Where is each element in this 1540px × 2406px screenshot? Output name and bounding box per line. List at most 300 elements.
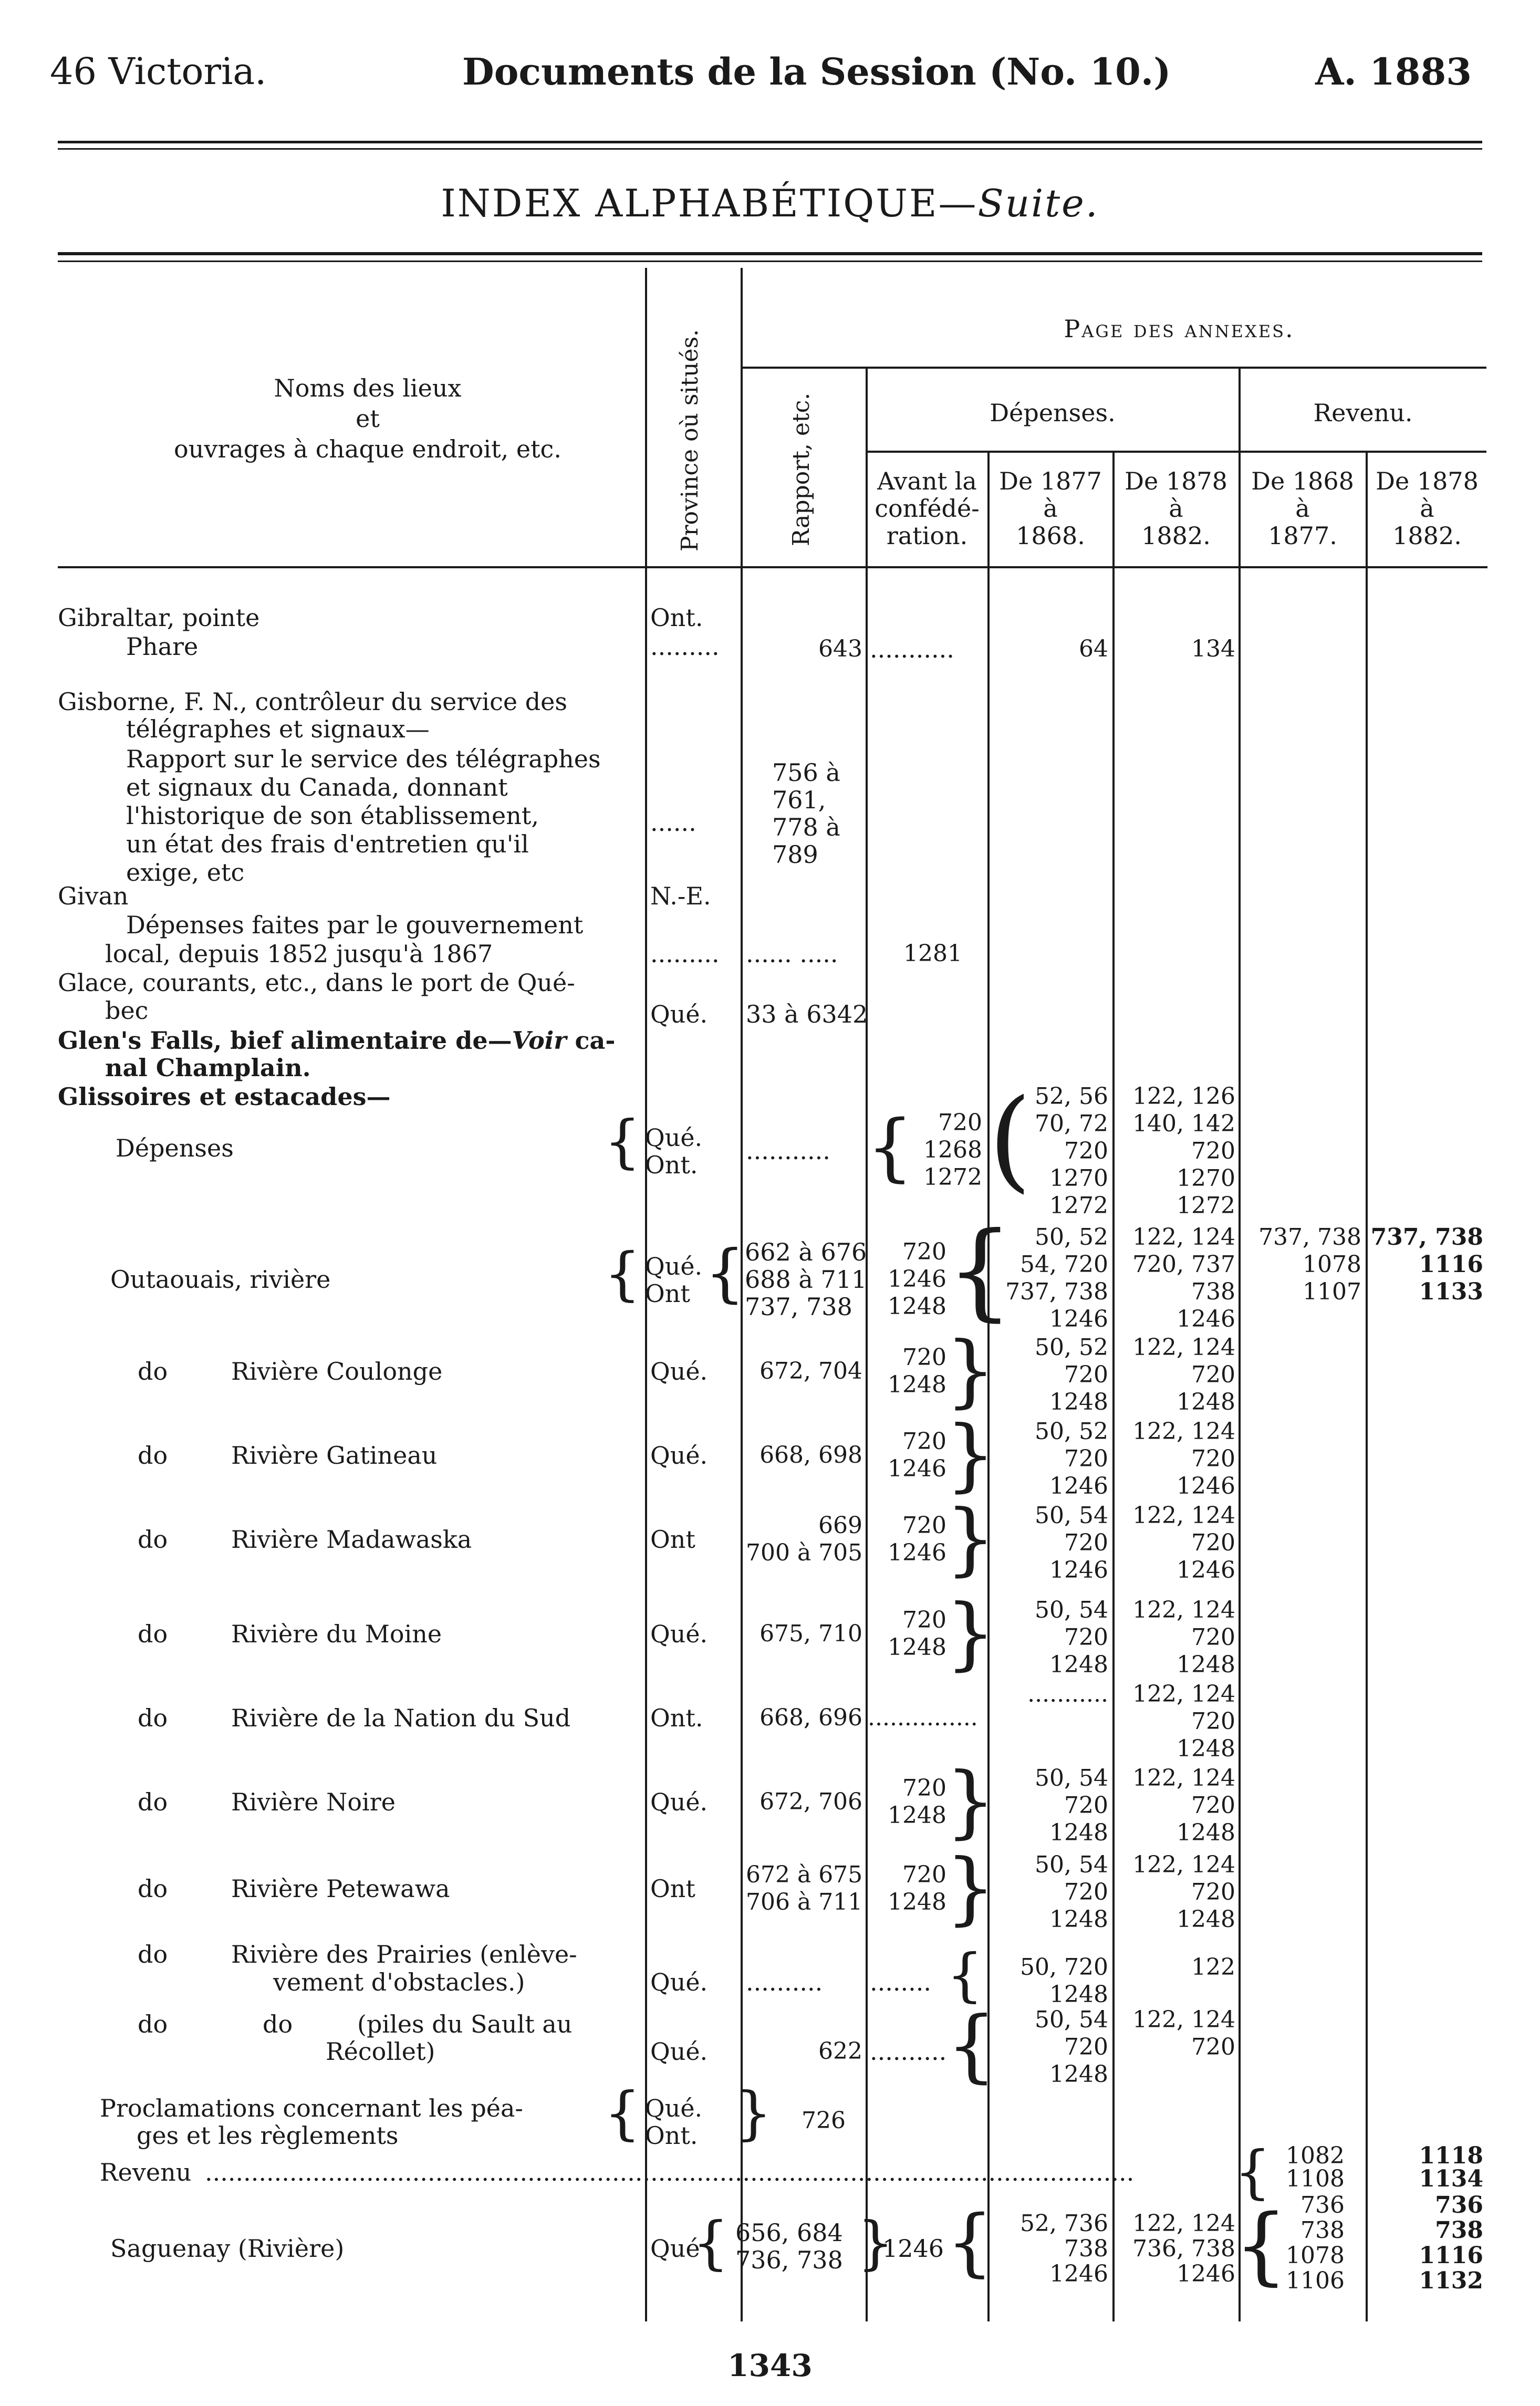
entry-gibraltar-prov: Ont. xyxy=(650,603,703,632)
entry-prairies-prov: Qué. xyxy=(650,1968,708,1996)
riviere-rapport xyxy=(746,1704,862,1732)
col-header-line: 1882. xyxy=(1141,522,1211,550)
entry-glissoires: Glissoires et estacades— xyxy=(58,1082,391,1111)
entry-saguenay: Saguenay (Rivière) xyxy=(110,2234,345,2263)
entry-sault-do: do xyxy=(138,2010,168,2038)
entry-line: 668, 696 xyxy=(759,1704,862,1731)
col-header-line: 1877. xyxy=(1268,522,1337,550)
entry-line: 761, xyxy=(772,786,826,814)
entry-line: 720 xyxy=(1064,1792,1108,1819)
entry-line: ........... xyxy=(1027,1681,1108,1707)
col-header-revenu: Revenu. xyxy=(1313,399,1413,427)
riviere-1878 xyxy=(1117,1597,1235,1679)
riviere-name: Rivière Gatineau xyxy=(231,1441,438,1470)
entry-line: 720 xyxy=(902,1607,946,1633)
riviere-1877 xyxy=(992,1597,1108,1679)
entry-prairies-2: vement d'obstacles.) xyxy=(273,1968,525,1996)
entry-glis-1878 xyxy=(1117,1083,1235,1220)
brace-icon: } xyxy=(945,1842,996,1934)
riviere-1877 xyxy=(992,1681,1108,1708)
entry-line: 50, 54 xyxy=(1035,1765,1108,1792)
entry-line: 675, 710 xyxy=(759,1620,862,1647)
riviere-do: do xyxy=(138,1357,168,1386)
entry-sault-1878 xyxy=(1117,2006,1235,2061)
entry-saguenay-prov: Qué xyxy=(650,2234,700,2263)
entry-line: 720 xyxy=(1064,2034,1108,2060)
riviere-rapport xyxy=(746,1442,862,1469)
brace-icon: ( xyxy=(988,1075,1032,1204)
entry-line: 1246 xyxy=(1049,2261,1108,2287)
entry-line: 720 xyxy=(1064,1624,1108,1651)
col-header-line: De 1878 xyxy=(1376,467,1479,495)
entry-prairies-do: do xyxy=(138,1940,168,1968)
index-title xyxy=(0,181,1540,225)
brace-icon: { xyxy=(946,1210,1014,1332)
entry-line: 1107 xyxy=(1303,1278,1361,1305)
entry-line: 720 xyxy=(1064,1529,1108,1556)
entry-outaouais: Outaouais, rivière xyxy=(110,1265,331,1294)
brace-icon: } xyxy=(945,1493,996,1585)
entry-glis-rapport: ........... xyxy=(746,1137,830,1165)
entry-line: 122, 124 xyxy=(1132,2210,1235,2237)
entry-line: 1248 xyxy=(1177,1651,1235,1678)
entry-line: 52, 736 xyxy=(1020,2210,1108,2237)
riviere-1878 xyxy=(1117,1765,1235,1847)
entry-revenu-r1868 xyxy=(1261,2144,1345,2191)
col-header-line: ration. xyxy=(886,522,968,550)
entry-saguenay-rapport xyxy=(735,2219,843,2274)
entry-line: Ont. xyxy=(645,1151,698,1179)
entry-line: ............... xyxy=(868,1704,978,1731)
entry-line: 720, 737 xyxy=(1132,1251,1235,1278)
entry-line: 1134 xyxy=(1419,2165,1483,2192)
entry-sault-avant: .......... xyxy=(870,2037,947,2066)
entry-line: 1248 xyxy=(1177,1819,1235,1846)
entry-line: 720 xyxy=(1191,1708,1235,1735)
brace-icon: } xyxy=(735,2079,772,2147)
entry-outaouais-prov xyxy=(645,1253,702,1307)
entry-line: 1248 xyxy=(888,1634,946,1661)
entry-line: 50, 54 xyxy=(1035,2006,1108,2033)
entry-line: 737, 738 xyxy=(1258,1224,1361,1251)
entry-line: 738 xyxy=(1191,1278,1235,1305)
col-header-line: Avant la xyxy=(877,467,977,495)
entry-line: 122, 124 xyxy=(1132,1334,1235,1361)
col-header-1878-dep xyxy=(1115,467,1237,549)
entry-depenses-faites-prov: ......... xyxy=(650,940,720,968)
entry-line: 1270 xyxy=(1177,1165,1235,1192)
entry-line: 1248 xyxy=(1049,1906,1108,1933)
entry-line: 688 à 711 xyxy=(745,1265,867,1294)
brace-icon: { xyxy=(946,2000,997,2091)
col-header-line: confédé- xyxy=(875,494,980,523)
entry-glens-text-b: ca- xyxy=(566,1026,616,1055)
riviere-do: do xyxy=(138,1620,168,1648)
entry-glis-prov xyxy=(645,1124,702,1179)
index-title-suite: Suite. xyxy=(977,181,1099,225)
entry-line: 669 xyxy=(818,1512,862,1539)
entry-line: 50, 720 xyxy=(1020,1954,1108,1981)
entry-saguenay-avant: 1246 xyxy=(882,2234,944,2263)
riviere-do: do xyxy=(138,1525,168,1554)
entry-line: 1268 xyxy=(923,1137,982,1163)
riviere-avant xyxy=(868,1344,946,1399)
entry-line: 1246 xyxy=(888,1539,946,1566)
entry-line: 738 xyxy=(1064,2235,1108,2262)
entry-outaouais-1878 xyxy=(1117,1224,1235,1333)
entry-line: 720 xyxy=(1191,1624,1235,1651)
entry-glis-avant xyxy=(882,1109,982,1191)
riviere-1877 xyxy=(992,1765,1108,1847)
entry-sault: (piles du Sault au xyxy=(357,2010,573,2038)
col-header-line: à xyxy=(1295,494,1310,523)
riviere-1878 xyxy=(1117,1851,1235,1933)
riviere-rapport xyxy=(746,1788,862,1816)
entry-line: 720 xyxy=(1191,1529,1235,1556)
entry-line: 756 à xyxy=(772,758,840,787)
entry-line: 1078 xyxy=(1303,1251,1361,1278)
entry-line: 50, 54 xyxy=(1035,1851,1108,1878)
entry-line: 720 xyxy=(902,1428,946,1455)
brace-icon: } xyxy=(945,1756,996,1847)
riviere-avant xyxy=(868,1512,946,1567)
entry-line: 736 xyxy=(1300,2192,1345,2218)
entry-revenu-r1878 xyxy=(1370,2144,1483,2191)
entry-line: 122, 124 xyxy=(1132,1681,1235,1707)
riviere-prov: Qué. xyxy=(650,1620,708,1648)
riviere-avant xyxy=(868,1704,978,1732)
entry-line: 1270 xyxy=(1049,1165,1108,1192)
entry-line: Qué. xyxy=(645,2094,703,2122)
riviere-name: Rivière Coulonge xyxy=(231,1357,443,1386)
entry-line: 1248 xyxy=(1177,1735,1235,1762)
entry-line: 720 xyxy=(1064,1361,1108,1388)
riviere-prov: Qué. xyxy=(650,1788,708,1816)
riviere-1878 xyxy=(1117,1681,1235,1763)
entry-line: 1118 xyxy=(1419,2142,1483,2169)
entry-line: 50, 52 xyxy=(1035,1224,1108,1251)
entry-line: 122, 124 xyxy=(1132,1224,1235,1251)
col-header-1868 xyxy=(1241,467,1365,549)
riviere-1877 xyxy=(992,1334,1108,1416)
brace-icon: } xyxy=(945,1588,996,1679)
entry-line: 738 xyxy=(1300,2217,1345,2244)
entry-line: 720 xyxy=(1191,2034,1235,2060)
riviere-prov: Qué. xyxy=(650,1441,708,1470)
riviere-name: Rivière Madawaska xyxy=(231,1525,472,1554)
entry-line: 672 à 675 xyxy=(746,1861,863,1888)
brace-icon: { xyxy=(1234,2138,1271,2205)
entry-phare-rapport: 643 xyxy=(818,636,862,662)
entry-proclamations-rapport: 726 xyxy=(802,2107,846,2134)
entry-line: 1246 xyxy=(888,1455,946,1482)
entry-line: 720 xyxy=(938,1109,982,1136)
entry-line: 672, 706 xyxy=(759,1788,862,1815)
entry-prairies-1877 xyxy=(992,1954,1108,2008)
riviere-1877 xyxy=(992,1418,1108,1500)
riviere-avant xyxy=(868,1607,946,1661)
entry-line: 122, 124 xyxy=(1132,1597,1235,1623)
riviere-name: Rivière de la Nation du Sud xyxy=(231,1704,571,1732)
riviere-prov: Ont xyxy=(650,1874,695,1903)
entry-glis-1877 xyxy=(1008,1083,1108,1220)
entry-line: et signaux du Canada, donnant xyxy=(126,773,508,801)
entry-line: 737, 738 xyxy=(1005,1278,1108,1305)
header-center: Documents de la Session (No. 10.) xyxy=(462,50,1171,93)
entry-line: Qué. xyxy=(645,1123,703,1152)
col-header-rapport: Rapport, etc. xyxy=(788,392,815,546)
entry-line: 1272 xyxy=(923,1164,982,1191)
entry-line: 1082 xyxy=(1286,2142,1345,2169)
entry-givan-prov: N.-E. xyxy=(650,882,711,910)
header-left: 46 Victoria. xyxy=(50,50,267,93)
entry-gibraltar: Gibraltar, pointe xyxy=(58,603,260,632)
col-header-line: 1868. xyxy=(1016,522,1085,550)
title-rule-top xyxy=(58,252,1482,255)
riviere-name: Rivière Noire xyxy=(231,1788,396,1816)
entry-revenu: Revenu xyxy=(100,2158,192,2186)
entry-line: 50, 52 xyxy=(1035,1418,1108,1445)
entry-line: 1132 xyxy=(1419,2267,1483,2294)
entry-revenu-dots: ......................................................................................................................... xyxy=(205,2159,1135,2186)
entry-line: 720 xyxy=(1191,1361,1235,1388)
entry-glens-falls-2: nal Champlain. xyxy=(105,1054,311,1082)
entry-line: 720 xyxy=(1064,1445,1108,1472)
entry-glace-2: bec xyxy=(105,996,149,1025)
riviere-avant xyxy=(868,1775,946,1829)
col-header-line: à xyxy=(1420,494,1434,523)
brace-icon: { xyxy=(692,2209,729,2276)
entry-glens-voir: Voir xyxy=(512,1026,567,1055)
col-header-1877 xyxy=(990,467,1111,549)
riviere-1878 xyxy=(1117,1418,1235,1500)
entry-sault-1877 xyxy=(992,2006,1108,2088)
brace-icon: } xyxy=(945,1325,996,1416)
brace-icon: } xyxy=(857,2209,894,2276)
entry-line: 720 xyxy=(1191,1879,1235,1905)
col-header-depenses: Dépenses. xyxy=(990,399,1116,427)
entry-sault-2: Récollet) xyxy=(326,2037,435,2066)
entry-line: Ont xyxy=(645,1279,690,1308)
col-header-page-annexes: Page des annexes. xyxy=(1064,315,1295,343)
entry-line: 720 xyxy=(1064,1879,1108,1905)
entry-line: Ont. xyxy=(645,2121,698,2150)
entry-line: 1246 xyxy=(888,1266,946,1293)
entry-glens-text: Glen's Falls, bief alimentaire de— xyxy=(58,1026,512,1055)
col-header-line: 1882. xyxy=(1392,522,1462,550)
entry-glens-falls xyxy=(58,1027,615,1054)
entry-line: 54, 720 xyxy=(1020,1251,1108,1278)
entry-line: l'historique de son établissement, xyxy=(126,801,539,830)
entry-prairies-1878: 122 xyxy=(1191,1954,1235,1981)
entry-saguenay-r1868 xyxy=(1261,2193,1345,2294)
entry-line: 50, 54 xyxy=(1035,1597,1108,1623)
entry-givan: Givan xyxy=(58,882,129,910)
riviere-do: do xyxy=(138,1874,168,1903)
index-title-main: INDEX ALPHABÉTIQUE— xyxy=(441,181,978,225)
entry-phare-prov: ......... xyxy=(650,632,720,661)
header-rule-bottom xyxy=(58,148,1482,150)
entry-line: 1246 xyxy=(1177,2261,1235,2287)
entry-depenses-faites-rapport: ...... ..... xyxy=(746,940,838,968)
rule-under-depenses xyxy=(866,451,1486,453)
entry-line: 720 xyxy=(902,1861,946,1888)
riviere-do: do xyxy=(138,1788,168,1816)
entry-line: 672, 704 xyxy=(759,1358,862,1384)
entry-line: 656, 684 xyxy=(735,2218,843,2247)
entry-line: 52, 56 xyxy=(1035,1083,1108,1110)
entry-line: 1246 xyxy=(1177,1306,1235,1332)
riviere-avant xyxy=(868,1861,946,1916)
entry-line: 706 à 711 xyxy=(746,1889,863,1915)
entry-saguenay-r1878 xyxy=(1370,2193,1483,2294)
entry-line: 720 xyxy=(1191,1138,1235,1164)
entry-line: 736, 738 xyxy=(735,2246,843,2274)
col-header-line: à xyxy=(1169,494,1183,523)
riviere-do: do xyxy=(138,1441,168,1470)
entry-phare-avant: ........... xyxy=(870,635,954,663)
brace-icon: { xyxy=(946,1941,983,2008)
brace-icon: { xyxy=(604,1108,641,1175)
entry-depenses-faites: Dépenses faites par le gouvernement xyxy=(126,911,584,939)
entry-proclamations: Proclamations concernant les péa- xyxy=(100,2094,523,2122)
entry-line: 122, 124 xyxy=(1132,1418,1235,1445)
riviere-rapport xyxy=(746,1861,862,1916)
entry-glace: Glace, courants, etc., dans le port de Qué- xyxy=(58,968,575,997)
entry-line: 50, 54 xyxy=(1035,1502,1108,1529)
brace-icon: { xyxy=(604,2079,641,2147)
entry-line: 737, 738 xyxy=(745,1293,852,1321)
entry-line: Qué. xyxy=(645,1252,703,1280)
entry-line: 1106 xyxy=(1286,2267,1345,2294)
entry-gisborne-sub: télégraphes et signaux— xyxy=(126,715,430,743)
entry-line: 736 xyxy=(1435,2192,1483,2218)
entry-line: 720 xyxy=(1191,1792,1235,1819)
riviere-rapport xyxy=(746,1620,862,1648)
entry-line: 1248 xyxy=(1049,2061,1108,2088)
col-header-1878-rev xyxy=(1368,467,1486,549)
entry-line: 720 xyxy=(1064,1138,1108,1164)
brace-icon: { xyxy=(867,1105,914,1190)
col-header-noms-line: et xyxy=(356,404,380,433)
riviere-prov: Qué. xyxy=(650,1357,708,1386)
entry-line: 720 xyxy=(902,1344,946,1371)
entry-depenses-faites-avant: 1281 xyxy=(903,940,962,967)
entry-proclamations-prov xyxy=(645,2095,702,2149)
entry-line: 1248 xyxy=(888,1371,946,1398)
brace-icon: { xyxy=(1234,2196,1288,2294)
entry-line: 140, 142 xyxy=(1132,1110,1235,1137)
entry-line: 1248 xyxy=(888,1293,946,1320)
col-header-noms xyxy=(105,373,630,464)
entry-sault-prov: Qué. xyxy=(650,2037,708,2066)
entry-line: 1246 xyxy=(1177,1473,1235,1499)
entry-line: 720 xyxy=(902,1512,946,1539)
brace-icon: } xyxy=(945,1409,996,1501)
entry-phare-1878: 134 xyxy=(1191,636,1235,662)
entry-glace-prov: Qué. xyxy=(650,1000,708,1028)
entry-rapport-service-prov: ...... xyxy=(650,808,696,837)
riviere-name: Rivière Petewawa xyxy=(231,1874,450,1903)
entry-line: 720 xyxy=(1191,1445,1235,1472)
header-right: A. 1883 xyxy=(1315,50,1472,93)
rule-under-annexes xyxy=(741,367,1486,369)
col-divider-revenu-1878 xyxy=(1366,452,1368,2321)
entry-proclamations-2: ges et les règlements xyxy=(137,2121,399,2150)
entry-line: 737, 738 xyxy=(1370,1224,1483,1251)
riviere-1878 xyxy=(1117,1334,1235,1416)
entry-glace-rapport: 33 à 6342 xyxy=(746,1000,868,1028)
entry-line: exige, etc xyxy=(126,858,245,887)
entry-phare: Phare xyxy=(126,632,199,661)
entry-line: 1246 xyxy=(1049,1557,1108,1584)
brace-icon: { xyxy=(946,2200,994,2285)
col-header-line: De 1877 xyxy=(999,467,1102,495)
entry-outaouais-r1878 xyxy=(1370,1224,1483,1306)
entry-line: 122, 124 xyxy=(1132,1765,1235,1792)
entry-line: 1248 xyxy=(1049,1819,1108,1846)
entry-outaouais-1877 xyxy=(992,1224,1108,1333)
entry-line: 1248 xyxy=(1049,1981,1108,2008)
brace-icon: { xyxy=(604,1240,641,1307)
entry-glissoires-depenses: Dépenses xyxy=(116,1134,234,1162)
entry-line: 778 à xyxy=(772,813,840,841)
entry-rapport-service-pages xyxy=(772,759,840,868)
page-number: 1343 xyxy=(727,2348,813,2383)
title-rule-bottom xyxy=(58,261,1482,262)
entry-gisborne: Gisborne, F. N., contrôleur du service des xyxy=(58,688,567,716)
entry-prairies-avant: ........ xyxy=(870,1968,931,1996)
entry-line: 70, 72 xyxy=(1035,1110,1108,1137)
col-header-noms-line: Noms des lieux xyxy=(274,374,462,402)
entry-line: 1248 xyxy=(1177,1389,1235,1415)
entry-line: 662 à 676 xyxy=(745,1238,867,1266)
entry-outaouais-rapport xyxy=(745,1238,867,1320)
entry-phare-1877: 64 xyxy=(1079,636,1108,662)
entry-line: 668, 698 xyxy=(759,1442,862,1468)
riviere-rapport xyxy=(746,1358,862,1385)
entry-line: 1078 xyxy=(1286,2242,1345,2269)
entry-line: 700 à 705 xyxy=(746,1539,863,1566)
entry-line: 1248 xyxy=(1049,1651,1108,1678)
riviere-do: do xyxy=(138,1704,168,1732)
entry-line: 738 xyxy=(1435,2217,1483,2244)
col-header-line: De 1878 xyxy=(1125,467,1227,495)
entry-saguenay-1878 xyxy=(1117,2211,1235,2287)
entry-line: 1246 xyxy=(1049,1306,1108,1332)
col-header-line: à xyxy=(1043,494,1058,523)
riviere-1878 xyxy=(1117,1502,1235,1584)
entry-line: 789 xyxy=(772,840,818,869)
entry-line: un état des frais d'entretien qu'il xyxy=(126,830,529,858)
entry-line: 1248 xyxy=(888,1802,946,1829)
entry-line: 1116 xyxy=(1419,2242,1483,2269)
entry-line: 1246 xyxy=(1049,1473,1108,1499)
entry-line: 122, 124 xyxy=(1132,2006,1235,2033)
entry-line: 122, 126 xyxy=(1132,1083,1235,1110)
entry-line: Rapport sur le service des télégraphes xyxy=(126,745,601,773)
entry-sault-do2: do xyxy=(263,2010,293,2038)
riviere-rapport xyxy=(746,1512,862,1567)
riviere-prov: Ont xyxy=(650,1525,695,1554)
col-header-noms-line: ouvrages à chaque endroit, etc. xyxy=(174,435,561,463)
entry-line: 1248 xyxy=(1049,1389,1108,1415)
entry-line: 122, 124 xyxy=(1132,1502,1235,1529)
riviere-1877 xyxy=(992,1502,1108,1584)
entry-rapport-service xyxy=(126,745,601,887)
entry-line: 1272 xyxy=(1177,1192,1235,1219)
entry-line: 1246 xyxy=(1177,1557,1235,1584)
